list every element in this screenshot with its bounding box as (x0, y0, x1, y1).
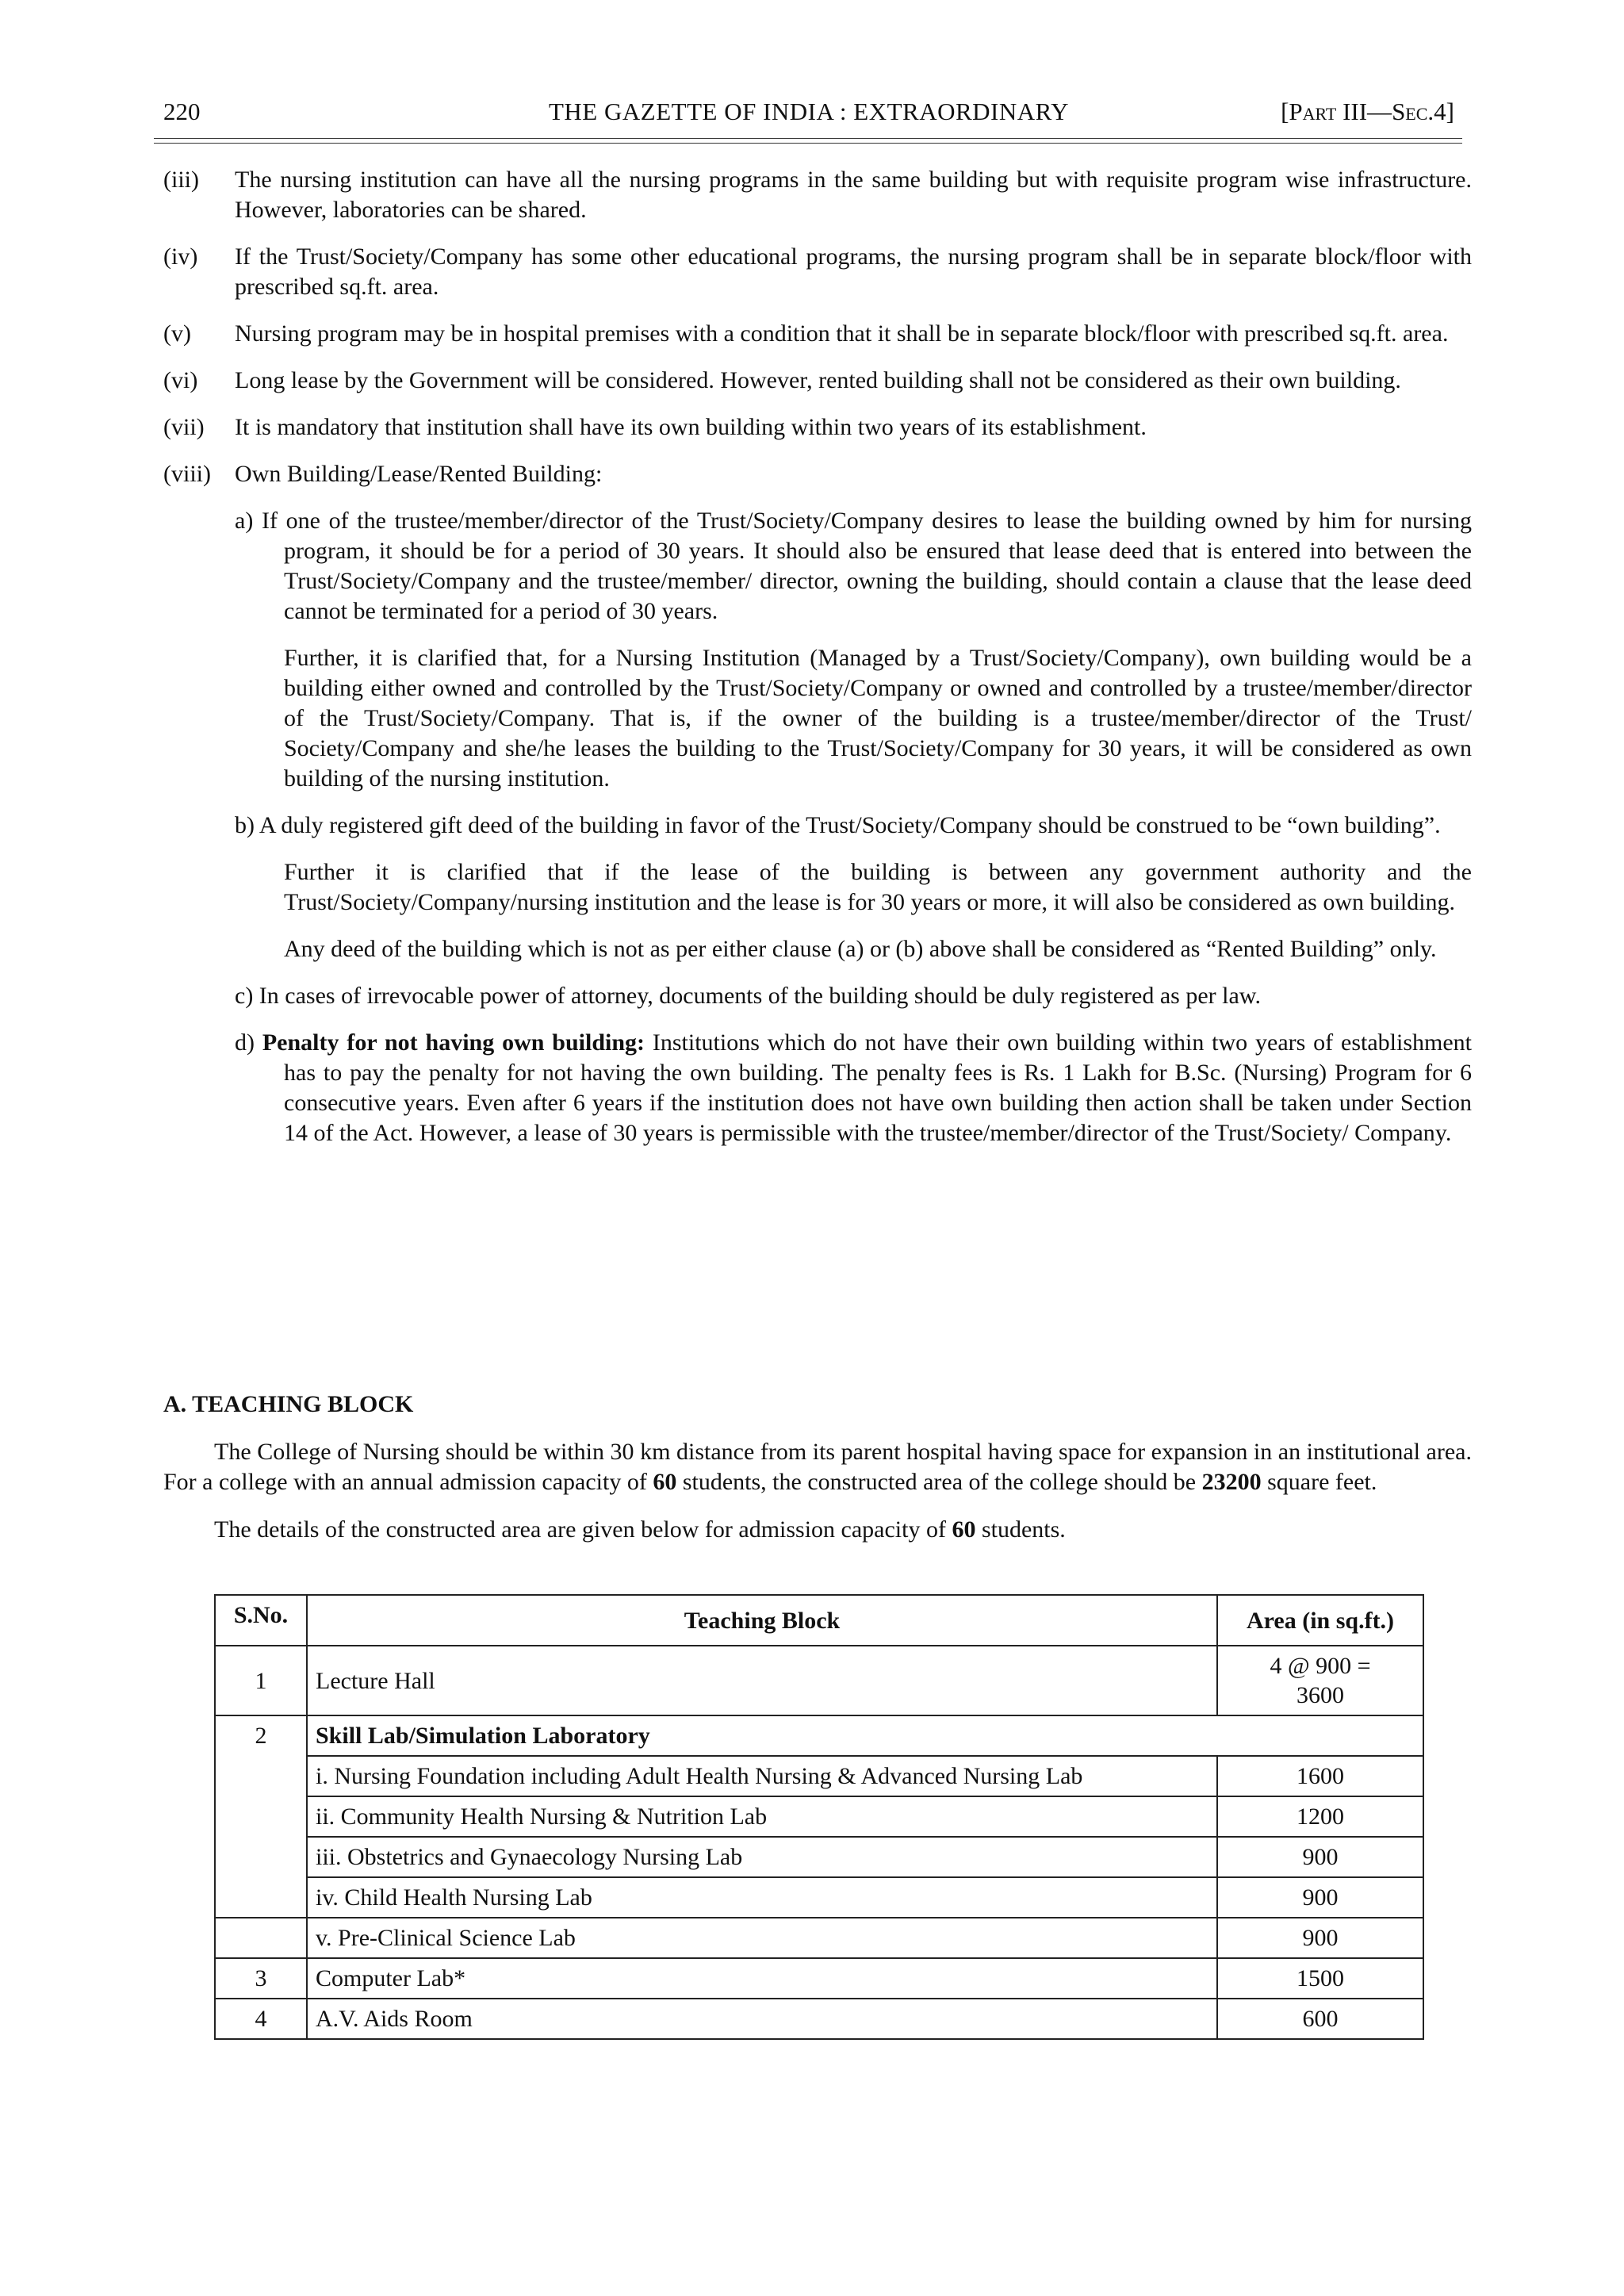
page-number: 220 (163, 98, 201, 125)
table-row: i. Nursing Foundation including Adult Health Nursing & Advanced Nursing Lab 1600 (215, 1756, 1423, 1796)
column-header-sno: S.No. (215, 1595, 307, 1646)
table-row: 2 Skill Lab/Simulation Laboratory (215, 1715, 1423, 1756)
teaching-block-table (214, 1594, 1424, 2040)
teaching-block-section (163, 1389, 1472, 1545)
clause-d-heading: Penalty for not having own building: (262, 1029, 645, 1056)
clause-b-paragraph-2: Any deed of the building which is not as per either clause (a) or (b) above shall be considered as “Rented Building” only. (284, 936, 1437, 962)
part-section: [Part III—Sec.4] (1281, 98, 1454, 125)
clause-c: c) In cases of irrevocable power of attorney, documents of the building should be duly registered as per law. (235, 983, 1262, 1009)
clause-b-paragraph-1: Further it is clarified that if the lease of the building is between any government authority and the Trust/Society/Company/nursing institution and the lease is for 30 years or more, it will also be considered as own building. (284, 859, 1472, 915)
section-paragraph-1: The College of Nursing should be within 30 km distance from its parent hospital having space for expansion in an institutional area. For a college with an annual admission capacity of 60 students, the constructed area of the college should be 23200 square feet. (163, 1439, 1472, 1495)
list-item (163, 319, 1472, 349)
item-text: If the Trust/Society/Company has some other educational programs, the nursing program shall be in separate block/floor with prescribed sq.ft. area. (235, 243, 1472, 300)
section-heading: A. TEACHING BLOCK (163, 1391, 414, 1417)
section-paragraph-2: The details of the constructed area are given below for admission capacity of 60 students. (214, 1516, 1066, 1543)
item-number: (v) (163, 320, 191, 347)
table-row: ii. Community Health Nursing & Nutrition Lab 1200 (215, 1796, 1423, 1837)
item-number: (vi) (163, 367, 198, 393)
clause-a: a) If one of the trustee/member/director of the Trust/Society/Company desires to lease the building owned by him for nursing program, it should be for a period of 30 years. It should also be ensured that lease deed that is entered into between the Trust/Society/Company and the trustee/member/ director, owning the building, should contain a clause that the lease deed cannot be terminated for a period of 30 years. (235, 508, 1472, 624)
header-rule (154, 138, 1462, 139)
column-header-area: Area (in sq.ft.) (1217, 1595, 1423, 1646)
item-text: Own Building/Lease/Rented Building: (235, 461, 603, 487)
clause-b: b) A duly registered gift deed of the building in favor of the Trust/Society/Company should be construed to be “own building”. (235, 812, 1441, 838)
main-content (163, 165, 1472, 1165)
table-row: v. Pre-Clinical Science Lab 900 (215, 1918, 1423, 1958)
table-row: iii. Obstetrics and Gynaecology Nursing Lab 900 (215, 1837, 1423, 1877)
list-item (163, 412, 1472, 443)
gazette-title: THE GAZETTE OF INDIA : EXTRAORDINARY (548, 98, 1070, 125)
column-header-block: Teaching Block (307, 1595, 1217, 1646)
table-header-row (215, 1595, 1423, 1646)
table-row: iv. Child Health Nursing Lab 900 (215, 1877, 1423, 1918)
list-item (163, 366, 1472, 396)
item-text: The nursing institution can have all the nursing programs in the same building but with requisite program wise infrastructure. However, laboratories can be shared. (235, 167, 1472, 223)
item-number: (vii) (163, 414, 205, 440)
item-text: It is mandatory that institution shall have its own building within two years of its establishment. (235, 414, 1147, 440)
list-item (163, 165, 1472, 225)
item-text: Long lease by the Government will be considered. However, rented building shall not be considered as their own building. (235, 367, 1401, 393)
item-text: Nursing program may be in hospital premises with a condition that it shall be in separate block/floor with prescribed sq.ft. area. (235, 320, 1449, 347)
clause-d: d) Penalty for not having own building: Institutions which do not have their own building within two years of establishment has to pay the penalty for not having the own building. The penalty fees is Rs. 1 Lakh for B.Sc. (Nursing) Program for 6 consecutive years. Even after 6 years if the institution does not have own building then action shall be taken under Section 14 of the Act. However, a lease of 30 years is permissible with the trustee/member/director of the Trust/Society/ Company. (235, 1029, 1472, 1146)
item-number: (viii) (163, 461, 211, 487)
clause-a-paragraph: Further, it is clarified that, for a Nursing Institution (Managed by a Trust/Society/Company), own building would be a building either owned and controlled by the Trust/Society/Company or owned and controlled by a trustee/member/director of the Trust/Society/Company. That is, if the owner of the building is a trustee/member/director of the Trust/ Society/Company and she/he leases the building to the Trust/Society/Company for 30 years, it will be considered as own building of the nursing institution. (284, 645, 1472, 792)
table-row: 4 A.V. Aids Room 600 (215, 1999, 1423, 2039)
page-header (163, 97, 1454, 133)
item-number: (iv) (163, 243, 198, 270)
item-number: (iii) (163, 167, 199, 193)
table-row: 3 Computer Lab* 1500 (215, 1958, 1423, 1999)
header-rule-double (154, 143, 1462, 144)
list-item (163, 459, 1472, 489)
list-item (163, 242, 1472, 302)
table-row: 1 Lecture Hall 4 @ 900 = 3600 (215, 1646, 1423, 1715)
